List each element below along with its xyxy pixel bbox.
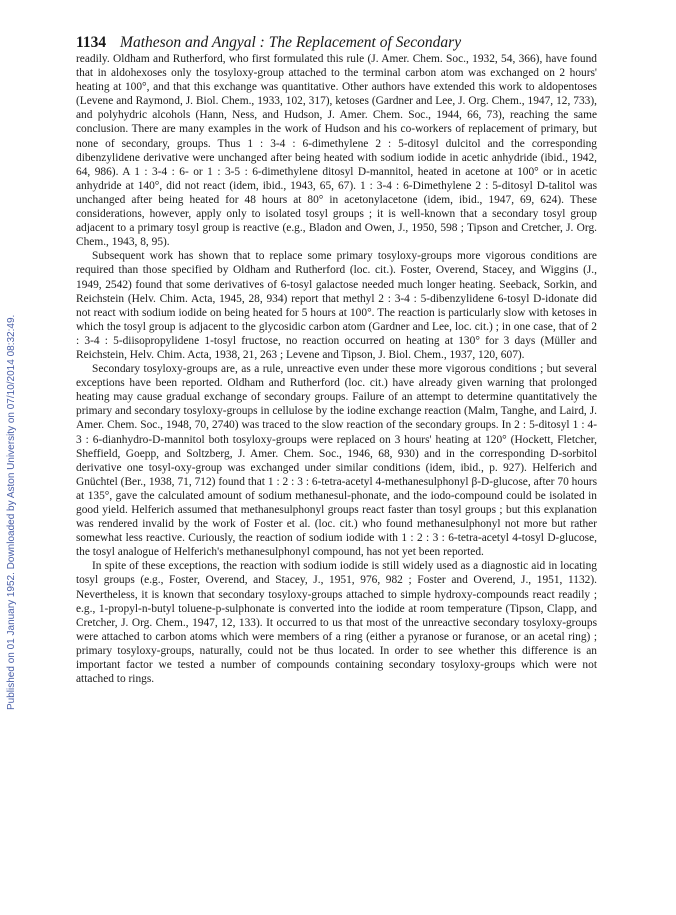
- paragraph-3: Secondary tosyloxy-groups are, as a rule, unreactive even under these more vigorous conditions ; but several exceptions have been reported. Oldham and Rutherford (loc. cit.) have already given warning that prolonged heating may cause gradual exchange of secondary groups. Failure of an attempt to determine quantitatively the primary and secondary tosyloxy-groups in cellulose by the iodine exchange reaction (Malm, Tanghe, and Laird, J. Amer. Chem. Soc., 1948, 70, 2740) was traced to the slow reaction of the secondary groups. In 2 : 5-ditosyl 1 : 4-3 : 6-dianhydro-D-mannitol both tosyloxy-groups were replaced on 3 hours' heating at 120° (Hockett, Fletcher, Sheffield, Goepp, and Soltzberg, J. Amer. Chem. Soc., 1946, 68, 930) and in the corresponding D-sorbitol derivative one tosyl-oxy-group was exchanged under similar conditions (idem, ibid., p. 927). Helferich and Gnüchtel (Ber., 1938, 71, 712) found that 1 : 2 : 3 : 6-tetra-acetyl 4-methanesulphonyl β-D-glucose, after 70 hours at 135°, gave the calculated amount of sodium methanesul-phonate, and the iodo-compound could be isolated in good yield. Helferich assumed that methanesulphonyl groups react faster than tosyl groups ; but this explanation was rendered invalid by the work of Foster et al. (loc. cit.) who found methanesulphonyl not more but rather somewhat less reactive. Curiously, the reaction of sodium iodide with 1 : 2 : 3 : 6-tetra-acetyl 4-tosyl D-glucose, the tosyl analogue of Helferich's methanesulphonyl compound, has not yet been reported.: [76, 363, 597, 559]
- publication-sidebar-note: [4, 150, 20, 710]
- page-number: 1134: [76, 34, 107, 51]
- sidebar-note-text: Published on 01 January 1952. Downloaded by Aston University on 07/10/2014 08:32:49.: [6, 314, 17, 710]
- paragraph-4: In spite of these exceptions, the reaction with sodium iodide is still widely used as a diagnostic aid in locating tosyl groups (e.g., Foster, Overend, and Stacey, J., 1951, 976, 982 ; Foster and Overend, J., 1951, 1132). Nevertheless, it is known that secondary tosyloxy-groups attached to simple hydroxy-compounds react readily ; e.g., 1-propyl-n-butyl toluene-p-sulphonate is converted into the iodide at room temperature (Tipson, Clapp, and Cretcher, J. Org. Chem., 1947, 12, 133). It occurred to us that most of the unreactive secondary tosyloxy-groups were attached to carbon atoms which were members of a ring (either a pyranose or furanose, or an acetal ring) ; primary tosyloxy-groups, naturally, could not be thus located. In order to see whether this difference is an important factor we tested a number of compounds containing secondary tosyloxy-groups which were not attached to rings.: [76, 560, 597, 686]
- article-body: [76, 52, 597, 686]
- running-title: Matheson and Angyal : The Replacement of Secondary: [120, 34, 462, 51]
- running-header: [76, 34, 596, 54]
- paragraph-2: Subsequent work has shown that to replace some primary tosyloxy-groups more vigorous conditions are required than those specified by Oldham and Rutherford (loc. cit.). Foster, Overend, Stacey, and Wiggins (J., 1949, 2542) found that some derivatives of 6-tosyl galactose needed much longer heating. Seeback, Sorkin, and Reichstein (Helv. Chim. Acta, 1945, 28, 934) report that methyl 2 : 3-4 : 5-dibenzylidene 6-tosyl D-idonate did not react with sodium iodide on being heated for 5 hours at 100°. The reaction is particularly slow with ketoses in which the tosyl group is adjacent to the glycosidic carbon atom (Gardner and Lee, loc. cit.) ; in one case, that of 2 : 3-4 : 5-diisopropylidene 1-tosyl fructose, no reaction occurred on heating at 130° for 3 days (Müller and Reichstein, Helv. Chim. Acta, 1938, 21, 263 ; Levene and Tipson, J. Biol. Chem., 1937, 120, 607).: [76, 250, 597, 361]
- paragraph-1: readily. Oldham and Rutherford, who first formulated this rule (J. Amer. Chem. Soc., 1932, 54, 366), have found that in aldohexoses only the tosyloxy-group attached to the terminal carbon atom was exchanged on 2 hours' heating at 100°, and that this exchange was quantitative. Other authors have extended this work to aldopentoses (Levene and Raymond, J. Biol. Chem., 1933, 102, 317), ketoses (Gardner and Lee, J. Org. Chem., 1947, 12, 733), and polyhydric alcohols (Hann, Ness, and Hudson, J. Amer. Chem. Soc., 1944, 66, 73), reaching the same conclusion. There are many examples in the work of Hudson and his co-workers of replacement of primary, but none of secondary, groups. Thus 1 : 3-4 : 6-dimethylene 2 : 5-ditosyl dulcitol and the corresponding dibenzylidene derivative were unchanged after being heated with sodium iodide in acetic anhydride (ibid., 1942, 64, 986). A 1 : 3-4 : 6- or 1 : 3-5 : 6-dimethylene ditosyl D-mannitol, heated in acetone at 100° or in acetic anhydride at 140°, did not react (idem, ibid., 1943, 65, 67). 1 : 3-4 : 6-Dimethylene 2 : 5-ditosyl D-talitol was unchanged after being heated for 48 hours at 80° in acetonylacetone (idem, ibid., 1947, 69, 624). These considerations, however, apply only to isolated tosyl groups ; it is well-known that a secondary tosyl group adjacent to a primary tosyl group is reactive (e.g., Bladon and Owen, J., 1950, 598 ; Tipson and Cretcher, J. Org. Chem., 1943, 8, 95).: [76, 53, 597, 249]
